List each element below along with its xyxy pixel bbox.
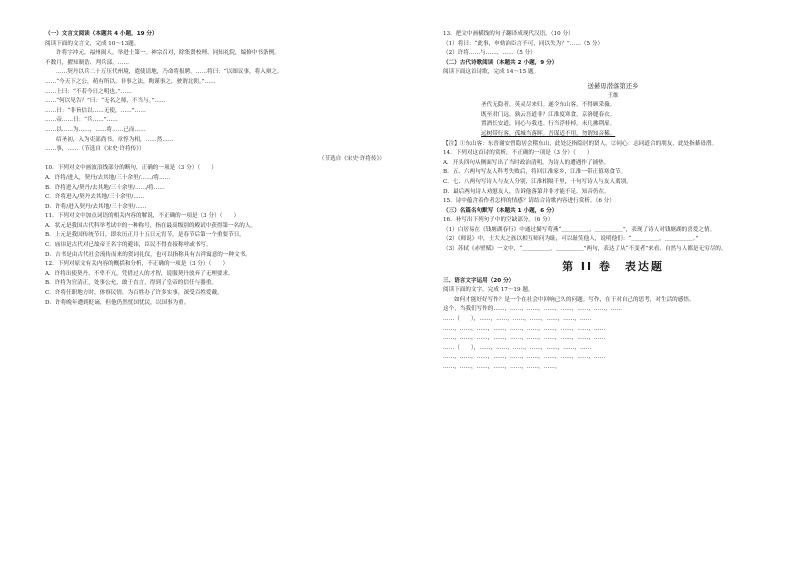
section-heading-poetry: （二）古代诗歌阅读（本题共 2 小题，9 分） bbox=[443, 59, 558, 66]
q12-option-a: A．许将出使契丹，不卑不亢，凭借过人的才智，说服契丹放弃了无理要求。 bbox=[45, 270, 234, 277]
part-two-title: 第 II 卷 表达题 bbox=[562, 259, 664, 273]
poem-line: 圣代无隐者，英灵尽来归。遂令东山客，不得顾采薇。 bbox=[481, 102, 616, 109]
passage-line: 绍圣初，入为吏部尚书。章惇为相，……然…… bbox=[56, 136, 174, 143]
q16-item-1: （1）白居易在《钱塘湖春行》中通过描写莺燕“＿＿＿＿＿，＿＿＿＿＿”，表现了诗人对钱塘湖的喜爱之情。 bbox=[443, 226, 716, 233]
section-heading-language: 三、语言文字运用（20 分） bbox=[443, 277, 515, 284]
poem-line: 置酒长安道，同心与我违。行当浮桂棹，未几拂荆扉。 bbox=[481, 121, 616, 128]
passage-line: ……上曰：“不若今日之明也。”…… bbox=[45, 88, 132, 95]
passage-line: ……契丹以兵二十万压代州境，遣使请地，乃命将报聘。……将曰：“以图议事，将入辩之， bbox=[56, 69, 283, 76]
lang-passage-line: ……，……，……，……，……，……，……，……，……，…… bbox=[443, 325, 606, 332]
passage-line: ……帝……日：“兵……”…… bbox=[45, 117, 118, 124]
q14-option-c: C．七、八两句写诗人与友人分别，江淮相隔千里，十句写诗人与友人离别。 bbox=[443, 178, 632, 185]
section-heading-classical: （一）文言文阅读（本题共 4 小题，19 分） bbox=[45, 31, 158, 37]
question-10: 10．下列对文中画波浪线部分的断句，正确的一项是（3 分）（ ） bbox=[45, 165, 217, 172]
question-11: 11．下列对文中加点词语的相关内容的解说，不正确的一项是（3 分）（ ） bbox=[45, 213, 240, 220]
lang-passage-line: ……（ ），……，……，……，……，……，……，…… bbox=[443, 316, 592, 323]
lang-passage-line: ……，……，……，……，……，……，……，……，……，…… bbox=[443, 354, 606, 361]
poem-note: 【注】①东山客：东晋谢安曾隐居会稽东山，此处泛指隐居的贤人。②同心：志同道合的朋友，此处指綦毋潜。 bbox=[443, 140, 718, 147]
passage-line: 许将字冲元，福州闽人。举进士第一。神宗召对，除集贤校理、同知礼院，编修中书条例。 bbox=[56, 50, 280, 57]
q11-option-a: A．状元是我国古代科举考试中的一种称号，指在最高级别的殿试中获得第一名的人。 bbox=[45, 222, 257, 229]
poem-line: 远树带行客，孤城当落晖。吾谋适不用，勿谓知音稀。 bbox=[481, 130, 616, 137]
instruction-poetry: 阅读下面这首诗歌，完成 14～15 题。 bbox=[443, 69, 540, 76]
q16-item-2: （2）《师说》中，士大夫之族以相互师问为耻，可以耻笑他人，说明他们：“＿＿＿＿＿，＿＿＿＿＿。” bbox=[443, 236, 699, 243]
q11-option-d: D．吉书是由古代社会流传而来的贺词礼仪，也可以指称具有吉祥寓意的一种文书。 bbox=[45, 251, 251, 258]
q12-option-c: C．许将任职地方时，体察民情，为百姓办了许多实事，深受百姓爱戴。 bbox=[45, 290, 223, 297]
q14-option-a: A．开头四句从侧面写出了当时政治清明，为诗人的遭遇作了铺垫。 bbox=[443, 159, 610, 166]
q14-option-b: B．五、六两句写友人科考失败后，将回江淮家乡，江淮一带正值寒食节。 bbox=[443, 169, 627, 176]
language-passage bbox=[443, 296, 783, 373]
poem-line: 既至君门远，孰云吾道非？江淮度寒食，京洛缝春衣。 bbox=[481, 111, 616, 118]
q11-option-b: B．上元是我国传统节日，即农历正月十五日元宵节，是春节后第一个重要节日。 bbox=[45, 232, 245, 239]
classical-passage bbox=[45, 49, 385, 155]
passage-line: ……以……为……，……将……已而…… bbox=[45, 126, 146, 133]
passage-line: ……“何以见告？”曰：“无名之师，不当与。”…… bbox=[45, 98, 166, 105]
q12-option-b: B．许将为官清正，处事公允，敢于直言，得到了皇帝的信任与器重。 bbox=[45, 280, 217, 287]
passage-line: 不数月，擢知制诰、判兵部。…… bbox=[45, 59, 129, 66]
poem-title: 送綦毋潜落第还乡 bbox=[587, 81, 639, 90]
q14-option-d: D．最后两句诗人劝慰友人，告诉他落第并非才能不足，知音仍在。 bbox=[443, 188, 610, 195]
right-column bbox=[443, 30, 783, 373]
passage-line: ……事，……（节选自《宋史·许将传》） bbox=[45, 146, 145, 153]
q10-option-c: C．许将进入/契丹去其地/三十余里/…… bbox=[45, 194, 145, 201]
q13-item-2: （2）许将……与……，……（5 分） bbox=[443, 50, 536, 57]
question-16: 16．补写出下列句子中的空缺部分。（6 分） bbox=[443, 217, 554, 224]
instruction-classical: 阅读下面的文言文，完成 10～13题。 bbox=[45, 40, 140, 47]
passage-line: ……“今天下之公，萌有所以。非事之法，陶谨事之，驶谓北朝。”…… bbox=[45, 78, 216, 85]
lang-passage-line: 如何才能好好写作？是一个在社会中回响已久的问题。写作，在于对自己的思考，对生活的感悟。 bbox=[454, 296, 695, 303]
lang-passage-line: ……（ ），……，……，……，……，……，……，…… bbox=[443, 344, 592, 351]
passage-source: （节选自《宋史·许将传》） bbox=[318, 155, 385, 162]
q11-option-c: C．庙讳是古代对已故帝王名字的避讳，臣民不得直接称呼或书写。 bbox=[45, 242, 212, 249]
left-column bbox=[45, 30, 385, 308]
question-14: 14．下列对这首诗的赏析，不正确的一项是（3 分）（ ） bbox=[443, 150, 593, 157]
q10-option-d: D．许将/进入契丹/去其地/三十余里/…… bbox=[45, 203, 147, 210]
question-13: 13．把文中画横线的句子翻译成现代汉语。（10 分） bbox=[443, 31, 574, 37]
q16-item-3: （3）苏轼《赤壁赋》一文中，“＿＿＿＿＿，＿＿＿＿＿”两句，表达了从“不变者”来看，自然与人都是无穷尽的。 bbox=[443, 246, 727, 253]
section-heading-dictation: （三）名篇名句默写（本题共 1 小题，6 分） bbox=[443, 207, 558, 214]
lang-passage-line: ……，……，……，……，……，……，……。 bbox=[443, 364, 561, 370]
instruction-language: 阅读下面的文字，完成 17～19 题。 bbox=[443, 287, 534, 294]
passage-line: ……曰：“非旨信以……无使，……”…… bbox=[45, 107, 146, 114]
q10-option-b: B．许将进入/契丹/去其地/三十余里/……/将…… bbox=[45, 184, 165, 191]
question-15: 15．诗中蕴含着作者怎样的情感？请结合诗歌内容进行赏析。（6 分） bbox=[443, 198, 615, 205]
poem-body bbox=[443, 101, 783, 139]
lang-passage-line: ……，……，……，……，……，……，……，……，……，…… bbox=[443, 335, 606, 342]
poem-author: 王维 bbox=[607, 92, 619, 99]
q13-item-1: （1）将曰：“此事，申劾治臣言不可，同以失为？”……（5 分） bbox=[443, 40, 604, 47]
q12-option-d: D．许将晚年遭到贬谪，但他仍然忧国忧民，以国事为重。 bbox=[45, 299, 190, 306]
question-12: 12．下列对原文有关内容的概括和分析，不正确的一项是（3 分）（ ） bbox=[45, 261, 229, 268]
q10-option-a: A．许将/进入，契丹/去其地/三十余里/……/将…… bbox=[45, 174, 171, 181]
lang-passage-line: 这个，当我们写作的……，……，……，……，……，……，……，…… bbox=[443, 306, 623, 313]
